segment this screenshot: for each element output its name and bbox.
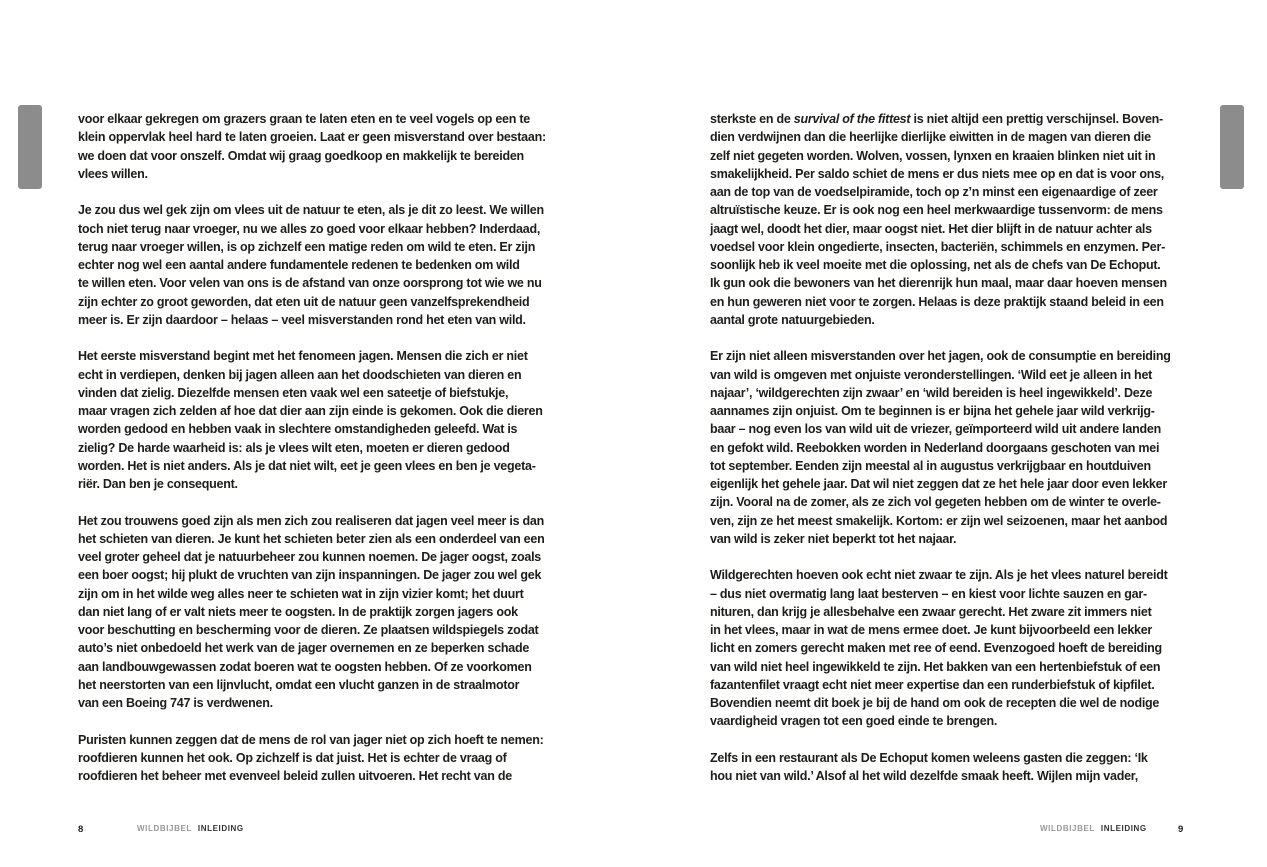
text-line: voor elkaar gekregen om grazers graan te laten eten en te veel vogels op een te: [78, 112, 530, 126]
text-line: smakelijkheid. Per saldo schiet de mens er dus niets mee op en dat is voor ons,: [710, 166, 1165, 181]
text-line: Er zijn niet alleen misverstanden over het jagen, ook de consumptie en bereiding: [710, 349, 1171, 364]
text-line: het neerstorten van een lijnvlucht, omdat een vlucht ganzen in de straalmotor: [78, 677, 520, 692]
text-line: vlees willen.: [78, 166, 148, 181]
left-page-number: 8: [78, 824, 84, 835]
text-line: eigenlijk het gehele jaar. Dat wil niet zeggen dat ze het hele jaar door even lekker: [710, 477, 1167, 491]
text-line: ven, zijn ze het meest smakelijk. Kortom: er zijn wel seizoenen, maar het aanbod: [710, 513, 1168, 528]
text-line: het schieten van dieren. Je kunt het schieten beter zien als een onderdeel van een: [78, 531, 545, 546]
text-line: roofdieren kunnen het ook. Op zichzelf is dat juist. Het is echter de vraag of: [78, 750, 507, 765]
text-line: en gefokt wild. Reebokken worden in Nederland doorgaans geschoten van mei: [710, 440, 1160, 455]
text-line: van wild is zeker niet beperkt tot het najaar.: [710, 531, 957, 546]
footer-book-title: WILDBIJBEL: [137, 824, 192, 833]
paragraph: [710, 110, 1180, 329]
thumb-index-tab-left: [18, 105, 42, 189]
text-line: roofdieren het beheer met evenveel beleid zullen uitvoeren. Het recht van de: [78, 769, 512, 783]
text-line: auto’s niet onbedoeld het werk van de jager overnemen en ze beperken schade: [78, 641, 530, 656]
paragraph: [78, 512, 548, 713]
text-line: zijn om in het wilde weg alles neer te schieten wat in zijn vizier komt; het duurt: [78, 586, 524, 601]
paragraph: [78, 731, 548, 786]
paragraph: [78, 347, 548, 493]
text-line: in het vlees, maar in wat de mens ermee doet. Je kunt bijvoorbeeld een lekker: [710, 623, 1153, 637]
paragraph: [78, 110, 548, 183]
text-line: hou niet van wild.’ Alsof al het wild dezelfde smaak heeft. Wijlen mijn vader,: [710, 769, 1138, 783]
text-line: dien verdwijnen dan die heerlijke dierlijke eiwitten in de magen van dieren die: [710, 130, 1151, 145]
text-line: een boer oogst; hij plukt de vruchten van zijn inspanningen. De jager zou wel gek: [78, 568, 542, 583]
text-line: riër. Dan ben je consequent.: [78, 477, 238, 491]
text-line: maar vragen zich zelden af hoe dat dier aan zijn einde is gekomen. Ook die dieren: [78, 404, 543, 418]
text-line: Het zou trouwens goed zijn als men zich zou realiseren dat jagen veel meer is dan: [78, 513, 544, 528]
left-page-body-text: [78, 110, 548, 804]
text-line: zielig? De harde waarheid is: als je vlees wilt eten, moeten er dieren gedood: [78, 440, 510, 455]
text-line: we doen dat voor onszelf. Omdat wij graag goedkoop en makkelijk te bereiden: [78, 148, 524, 163]
text-line: Je zou dus wel gek zijn om vlees uit de natuur te eten, als je dit zo leest. We willen: [78, 203, 544, 218]
text-line: Het eerste misverstand begint met het fenomeen jagen. Mensen die zich er niet: [78, 349, 528, 364]
footer-book-title: WILDBIJBEL: [1040, 824, 1095, 833]
text-line: aan de top van de voedselpiramide, toch op z’n minst een eigenaardige of zeer: [710, 185, 1158, 199]
text-line: Ik gun ook die bewoners van het dierenrijk hun maal, maar daar hoeven mensen: [710, 276, 1167, 291]
text-line: aantal grote natuurgebieden.: [710, 312, 875, 327]
text-line: en hun geweren niet voor te zorgen. Helaas is deze praktijk staand beleid in een: [710, 294, 1164, 309]
text-line: aan landbouwgewassen zodat boeren wat te oogsten hebben. Of ze voorkomen: [78, 659, 532, 674]
text-line: meer is. Er zijn daardoor – helaas – veel misverstanden rond het eten van wild.: [78, 312, 526, 327]
thumb-index-tab-right: [1220, 105, 1244, 189]
text-line: zelf niet gegeten worden. Wolven, vossen, lynxen en kraaien blinken niet uit in: [710, 148, 1156, 163]
text-line: fazantenfilet vraagt echt niet meer expertise dan een runderbiefstuk of kipfilet.: [710, 677, 1155, 692]
paragraph: [710, 566, 1180, 730]
text-line: soonlijk heb ik veel moeite met die oplossing, net als de chefs van De Echoput.: [710, 258, 1161, 272]
footer-chapter-title: INLEIDING: [1100, 824, 1147, 833]
text-line: echter nog wel een aantal andere fundamentele redenen te bedenken om wild: [78, 258, 520, 272]
text-line: van een Boeing 747 is verdwenen.: [78, 696, 273, 710]
text-line: Bovendien neemt dit boek je bij de hand om ook de recepten die wel de nodige: [710, 696, 1160, 710]
text-line: veel groter geheel dat je natuurbeheer zou kunnen noemen. De jager oogst, zoals: [78, 550, 541, 564]
text-line: terug naar vroeger willen, is op zichzelf een matige reden om wild te eten. Er zijn: [78, 239, 536, 254]
paragraph: [78, 201, 548, 329]
text-line: zijn. Vooral na de zomer, als ze zich vol gegeten hebben om de winter te overle-: [710, 495, 1161, 510]
text-line: Wildgerechten hoeven ook echt niet zwaar te zijn. Als je het vlees naturel bereidt: [710, 568, 1168, 583]
text-line: nituren, dan krijg je allesbehalve een zwaar gerecht. Het zware zit immers niet: [710, 604, 1152, 619]
text-line: Zelfs in een restaurant als De Echoput komen weleens gasten die zeggen: ‘Ik: [710, 750, 1148, 765]
text-line: van wild is omgeven met onjuiste veronderstellingen. ‘Wild eet je alleen in het: [710, 367, 1153, 382]
right-page-number: 9: [1178, 824, 1184, 835]
text-line: vinden dat zielig. Diezelfde mensen eten vaak wel een sateetje of biefstukje,: [78, 385, 509, 400]
text-line: baar – nog even los van wild uit de vriezer, geïmporteerd wild uit andere landen: [710, 422, 1161, 437]
text-line: aannames zijn onjuist. Om te beginnen is er bijna het gehele jaar wild verkrijg-: [710, 404, 1155, 418]
right-running-footer: [1040, 824, 1147, 833]
text-line: te willen eten. Voor velen van ons is de afstand van onze oorsprong tot wie we nu: [78, 276, 542, 291]
paragraph: [710, 749, 1180, 786]
text-line: vaardigheid vragen tot een goed einde te brengen.: [710, 714, 998, 729]
text-line: – dus niet overmatig lang laat besterven – en kiest voor lichte sauzen en gar-: [710, 586, 1147, 601]
text-line: dan niet lang of er valt niets meer te oogsten. In de praktijk zorgen jagers ook: [78, 604, 518, 619]
right-page-body-text: [710, 110, 1180, 804]
paragraph: [710, 347, 1180, 548]
left-running-footer: [137, 824, 244, 833]
text-line: altruïstische keuze. Er is ook nog een heel merkwaardige tussenvorm: de mens: [710, 203, 1163, 218]
text-line: worden gedood en hebben vaak in slechtere omstandigheden geleefd. Wat is: [78, 422, 518, 437]
footer-chapter-title: INLEIDING: [197, 824, 244, 833]
text-line: toch niet terug naar vroeger, nu we alles zo goed voor elkaar hebben? Inderdaad,: [78, 221, 541, 236]
text-line: worden. Het is niet anders. Als je dat niet wilt, eet je geen vlees en ben je vegeta-: [78, 458, 536, 473]
text-line: van wild niet heel ingewikkeld te zijn. Het bakken van een hertenbiefstuk of een: [710, 659, 1161, 674]
text-line: echt in verdiepen, denken bij jagen alleen aan het doodschieten van dieren en: [78, 367, 522, 382]
text-line: licht en zomers gerecht maken met ree of eend. Evenzogoed hoeft de bereiding: [710, 641, 1162, 656]
text-line: voor beschutting en bescherming voor de dieren. Ze plaatsen wildspiegels zodat: [78, 623, 539, 637]
text-line: najaar’, ‘wildgerechten zijn zwaar’ en ‘wild bereiden is heel ingewikkeld’. Deze: [710, 385, 1153, 400]
text-line: tot september. Eenden zijn meestal al in augustus verkrijgbaar en houtduiven: [710, 458, 1151, 473]
text-line: zijn echter zo groot geworden, dat eten uit de natuur geen vanzelfsprekendheid: [78, 294, 530, 309]
text-line: jaagt wel, doodt het dier, maar oogst niet. Het dier blijft in de natuur achter als: [710, 221, 1152, 236]
text-line: sterkste en de survival of the fittest is niet altijd een prettig verschijnsel. Boven-: [710, 112, 1163, 126]
text-line: klein oppervlak heel hard te laten groeien. Laat er geen misverstand over bestaan:: [78, 130, 546, 145]
text-line: voedsel voor klein ongedierte, insecten, bacteriën, schimmels en enzymen. Per-: [710, 239, 1165, 254]
text-line: Puristen kunnen zeggen dat de mens de rol van jager niet op zich hoeft te nemen:: [78, 732, 544, 747]
